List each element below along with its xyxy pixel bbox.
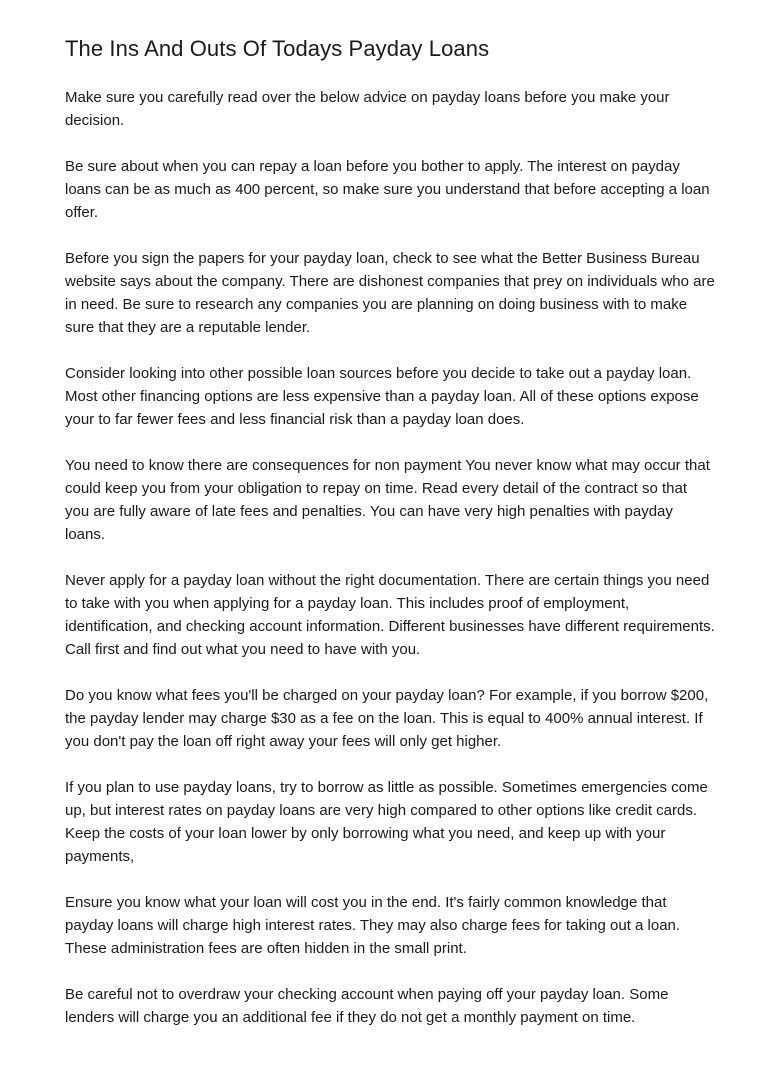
paragraph: Consider looking into other possible loan sources before you decide to take out a payday loan. Most other financing options are less expensive than a payday loan. All of these options expose your to far fewer fees and less financial risk than a payday loan does. (65, 365, 699, 428)
paragraph: Never apply for a payday loan without the right documentation. There are certain things you need to take with you when applying for a payday loan. This includes proof of employment, identification, and checking account information. Different businesses have different requirements. Call first and find out what you need to have with you. (65, 572, 715, 658)
paragraph: Do you know what fees you'll be charged on your payday loan? For example, if you borrow $200, the payday lender may charge $30 as a fee on the loan. This is equal to 400% annual interest. If you don't pay the loan off right away your fees will only get higher. (65, 687, 709, 750)
paragraph: Be careful not to overdraw your checking account when paying off your payday loan. Some lenders will charge you an additional fee if they do not get a monthly payment on time. (65, 986, 669, 1026)
paragraph: If you plan to use payday loans, try to borrow as little as possible. Sometimes emergencies come up, but interest rates on payday loans are very high compared to other options like credit cards. Keep the costs of your loan lower by only borrowing what you need, and keep up with your payments, (65, 779, 708, 865)
paragraph: Ensure you know what your loan will cost you in the end. It's fairly common knowledge that payday loans will charge high interest rates. They may also charge fees for taking out a loan. These administration fees are often hidden in the small print. (65, 894, 681, 957)
paragraph: You need to know there are consequences for non payment You never know what may occur that could keep you from your obligation to repay on time. Read every detail of the contract so that you are fully aware of late fees and penalties. You can have very high penalties with payday loans. (65, 457, 710, 543)
paragraph: Before you sign the papers for your payday loan, check to see what the Better Business Bureau website says about the company. There are dishonest companies that prey on individuals who are in need. Be sure to research any companies you are planning on doing business with to make sure that they are a reputable lender. (65, 250, 715, 336)
page-title: The Ins And Outs Of Todays Payday Loans (65, 36, 490, 61)
article-body (65, 86, 715, 1052)
paragraph: Make sure you carefully read over the below advice on payday loans before you make your decision. (65, 89, 670, 129)
paragraph: Be sure about when you can repay a loan before you bother to apply. The interest on payday loans can be as much as 400 percent, so make sure you understand that before accepting a loan offer. (65, 158, 710, 221)
